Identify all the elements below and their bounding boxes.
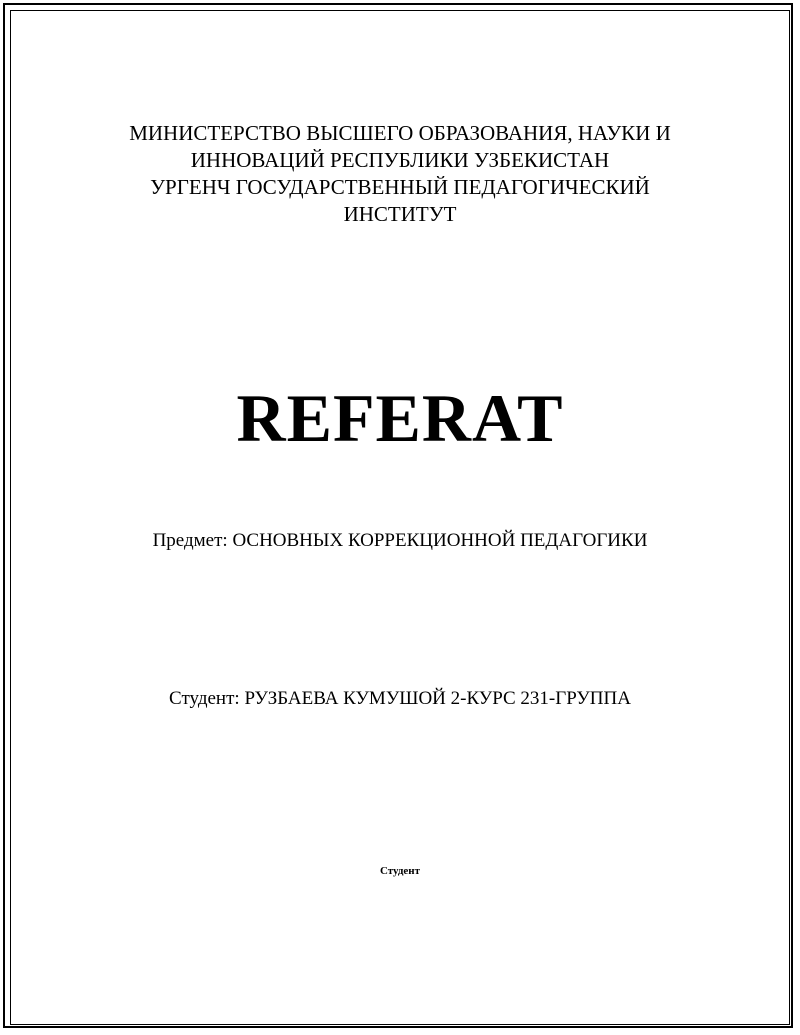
subject-value: ОСНОВНЫХ КОРРЕКЦИОННОЙ ПЕДАГОГИКИ bbox=[232, 530, 648, 551]
institution-header bbox=[0, 120, 800, 228]
header-line-2: ИННОВАЦИЙ РЕСПУБЛИКИ УЗБЕКИСТАН bbox=[190, 148, 610, 172]
header-line-4: ИНСТИТУТ bbox=[343, 202, 457, 226]
student-value: РУЗБАЕВА КУМУШОЙ 2-КУРС 231-ГРУППА bbox=[244, 688, 631, 709]
footer-student-label: Студент bbox=[379, 865, 421, 877]
document-title: REFERAT bbox=[236, 380, 564, 456]
subject-label: Предмет: bbox=[152, 530, 228, 551]
subject-line bbox=[0, 529, 800, 553]
header-line-3: УРГЕНЧ ГОСУДАРСТВЕННЫЙ ПЕДАГОГИЧЕСКИЙ bbox=[150, 175, 650, 199]
student-line bbox=[0, 687, 800, 711]
student-label: Студент: bbox=[169, 688, 240, 709]
header-line-1: МИНИСТЕРСТВО ВЫСШЕГО ОБРАЗОВАНИЯ, НАУКИ И bbox=[129, 121, 671, 145]
